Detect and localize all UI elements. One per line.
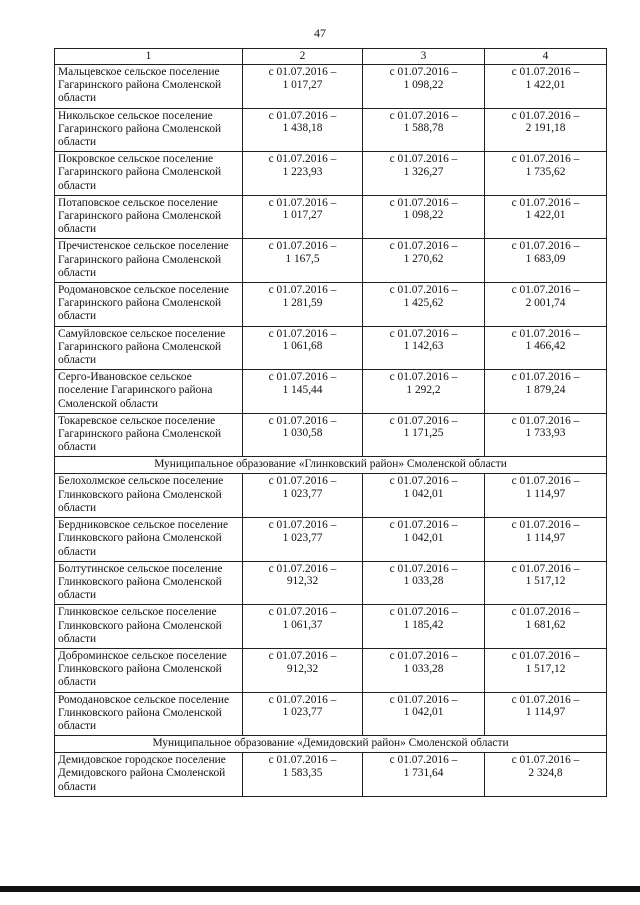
table-row [55, 648, 607, 692]
tariff-value: 2 001,74 [525, 296, 566, 309]
tariff-cell-c4 [485, 753, 607, 797]
tariff-period: с 01.07.2016 – [268, 66, 337, 78]
table-row [55, 605, 607, 649]
tariff-cell-c4 [485, 239, 607, 283]
tariff-value: 1 167,5 [285, 253, 320, 266]
tariff-cell-c2 [243, 370, 363, 414]
section-heading: Муниципальное образование «Глинковский район» Смоленской области [55, 457, 607, 474]
tariff-period: с 01.07.2016 – [389, 562, 458, 575]
tariff-period: с 01.07.2016 – [511, 649, 580, 662]
tariff-period: с 01.07.2016 – [268, 240, 337, 253]
tariff-cell-c2 [243, 283, 363, 327]
tariff-value: 1 583,35 [282, 766, 323, 779]
tariff-value: 1 517,12 [525, 662, 566, 675]
tariff-cell-c3 [363, 152, 485, 196]
tariff-cell-c4 [485, 283, 607, 327]
tariff-value: 1 466,42 [525, 340, 566, 353]
tariff-cell-c2 [243, 326, 363, 370]
tariff-value: 1 033,28 [403, 575, 444, 588]
tariff-value: 1 114,97 [525, 488, 566, 501]
column-number-2: 2 [243, 49, 363, 65]
tariff-value: 1 425,62 [403, 296, 444, 309]
tariff-cell-c4 [485, 326, 607, 370]
settlement-name: Пречистенское сельское поселение Гагаринского района Смоленской области [55, 239, 243, 283]
tariff-value: 1 223,93 [282, 165, 323, 178]
tariff-value: 1 098,22 [403, 78, 444, 91]
tariff-period: с 01.07.2016 – [511, 475, 580, 488]
tariff-period: с 01.07.2016 – [511, 66, 580, 78]
tariff-value: 1 042,01 [403, 531, 444, 544]
tariff-value: 1 061,68 [282, 340, 323, 353]
tariff-period: с 01.07.2016 – [389, 475, 458, 488]
tariff-period: с 01.07.2016 – [389, 371, 458, 384]
tariff-cell-c2 [243, 108, 363, 152]
tariff-cell-c3 [363, 195, 485, 239]
settlement-name: Мальцевское сельское поселение Гагаринского района Смоленской области [55, 65, 243, 109]
tariff-value: 1 185,42 [403, 618, 444, 631]
table-header [55, 49, 607, 65]
tariff-cell-c2 [243, 65, 363, 109]
tariff-period: с 01.07.2016 – [268, 414, 337, 427]
tariff-cell-c3 [363, 413, 485, 457]
tariff-value: 1 017,27 [282, 209, 323, 222]
settlement-name: Серго-Ивановское сельское поселение Гагаринского района Смоленской области [55, 370, 243, 414]
tariff-value: 2 324,8 [528, 766, 563, 779]
tariff-period: с 01.07.2016 – [389, 284, 458, 297]
settlement-name: Самуйловское сельское поселение Гагаринского района Смоленской области [55, 326, 243, 370]
settlement-name: Глинковское сельское поселение Глинковского района Смоленской области [55, 605, 243, 649]
tariff-period: с 01.07.2016 – [389, 153, 458, 166]
tariff-period: с 01.07.2016 – [511, 284, 580, 297]
tariff-value: 1 142,63 [403, 340, 444, 353]
tariff-value: 1 281,59 [282, 296, 323, 309]
tariff-period: с 01.07.2016 – [389, 414, 458, 427]
table-row [55, 65, 607, 109]
tariff-cell-c3 [363, 518, 485, 562]
scan-bottom-edge [0, 886, 640, 892]
settlement-name: Доброминское сельское поселение Глинковского района Смоленской области [55, 648, 243, 692]
tariff-value: 1 588,78 [403, 122, 444, 135]
column-number-1: 1 [55, 49, 243, 65]
tariff-cell-c2 [243, 474, 363, 518]
tariff-period: с 01.07.2016 – [268, 519, 337, 532]
tariff-value: 1 033,28 [403, 662, 444, 675]
tariff-cell-c4 [485, 518, 607, 562]
tariff-cell-c3 [363, 65, 485, 109]
tariff-period: с 01.07.2016 – [389, 66, 458, 78]
tariff-value: 1 517,12 [525, 575, 566, 588]
tariff-value: 1 681,62 [525, 618, 566, 631]
tariff-cell-c4 [485, 474, 607, 518]
tariff-cell-c2 [243, 753, 363, 797]
tariff-value: 1 023,77 [282, 531, 323, 544]
tariff-period: с 01.07.2016 – [268, 606, 337, 619]
tariff-value: 912,32 [286, 662, 319, 675]
tariff-period: с 01.07.2016 – [389, 649, 458, 662]
tariff-period: с 01.07.2016 – [511, 240, 580, 253]
tariff-cell-c2 [243, 648, 363, 692]
tariff-value: 1 145,44 [282, 383, 323, 396]
tariff-value: 1 270,62 [403, 253, 444, 266]
tariff-value: 1 735,62 [525, 165, 566, 178]
tariff-value: 1 733,93 [525, 427, 566, 440]
tariff-period: с 01.07.2016 – [389, 327, 458, 340]
tariff-period: с 01.07.2016 – [389, 606, 458, 619]
settlement-name: Никольское сельское поселение Гагаринского района Смоленской области [55, 108, 243, 152]
table-row [55, 413, 607, 457]
settlement-name: Болтутинское сельское поселение Глинковского района Смоленской области [55, 561, 243, 605]
tariff-period: с 01.07.2016 – [389, 754, 458, 767]
tariff-cell-c2 [243, 152, 363, 196]
tariff-period: с 01.07.2016 – [268, 475, 337, 488]
tariff-period: с 01.07.2016 – [268, 284, 337, 297]
tariff-cell-c4 [485, 370, 607, 414]
tariff-period: с 01.07.2016 – [268, 649, 337, 662]
tariff-value: 1 114,97 [525, 706, 566, 719]
tariff-cell-c3 [363, 753, 485, 797]
tariff-cell-c4 [485, 152, 607, 196]
tariff-cell-c2 [243, 605, 363, 649]
table-row [55, 753, 607, 797]
table-row [55, 370, 607, 414]
tariff-value: 1 023,77 [282, 488, 323, 501]
tariff-value: 1 731,64 [403, 766, 444, 779]
tariff-period: с 01.07.2016 – [511, 327, 580, 340]
column-number-3: 3 [363, 49, 485, 65]
settlement-name: Покровское сельское поселение Гагаринского района Смоленской области [55, 152, 243, 196]
tariff-value: 1 438,18 [282, 122, 323, 135]
tariff-cell-c4 [485, 561, 607, 605]
table-row [55, 561, 607, 605]
table-row [55, 108, 607, 152]
tariff-value: 1 098,22 [403, 209, 444, 222]
tariff-period: с 01.07.2016 – [511, 371, 580, 384]
tariff-cell-c3 [363, 283, 485, 327]
tariff-value: 1 030,58 [282, 427, 323, 440]
tariff-value: 1 683,09 [525, 253, 566, 266]
tariff-value: 1 422,01 [525, 209, 566, 222]
tariff-value: 1 879,24 [525, 383, 566, 396]
tariff-cell-c2 [243, 413, 363, 457]
section-heading-row [55, 457, 607, 474]
tariff-cell-c3 [363, 648, 485, 692]
tariff-period: с 01.07.2016 – [268, 562, 337, 575]
table-body [55, 65, 607, 797]
column-number-4: 4 [485, 49, 607, 65]
tariff-cell-c4 [485, 605, 607, 649]
tariff-period: с 01.07.2016 – [268, 109, 337, 122]
tariff-cell-c3 [363, 239, 485, 283]
tariff-period: с 01.07.2016 – [268, 327, 337, 340]
tariff-period: с 01.07.2016 – [268, 196, 337, 209]
tariff-cell-c2 [243, 518, 363, 562]
settlement-name: Родомановское сельское поселение Гагаринского района Смоленской области [55, 283, 243, 327]
tariff-value: 1 422,01 [525, 78, 566, 91]
tariff-value: 1 326,27 [403, 165, 444, 178]
tariff-period: с 01.07.2016 – [511, 196, 580, 209]
tariff-period: с 01.07.2016 – [511, 693, 580, 706]
table-row [55, 239, 607, 283]
tariff-value: 1 017,27 [282, 78, 323, 91]
tariff-cell-c4 [485, 65, 607, 109]
tariff-cell-c3 [363, 561, 485, 605]
tariff-value: 1 171,25 [403, 427, 444, 440]
tariff-cell-c3 [363, 474, 485, 518]
settlement-name: Ромодановское сельское поселение Глинковского района Смоленской области [55, 692, 243, 736]
table-row [55, 518, 607, 562]
tariff-period: с 01.07.2016 – [389, 109, 458, 122]
tariff-period: с 01.07.2016 – [268, 754, 337, 767]
tariff-period: с 01.07.2016 – [268, 693, 337, 706]
table-row [55, 195, 607, 239]
tariff-cell-c4 [485, 413, 607, 457]
tariff-value: 912,32 [286, 575, 319, 588]
settlement-name: Демидовское городское поселение Демидовского района Смоленской области [55, 753, 243, 797]
tariff-period: с 01.07.2016 – [389, 519, 458, 532]
tariff-value: 1 114,97 [525, 531, 566, 544]
tariff-cell-c3 [363, 370, 485, 414]
table-row [55, 474, 607, 518]
section-heading: Муниципальное образование «Демидовский район» Смоленской области [55, 736, 607, 753]
tariff-cell-c4 [485, 648, 607, 692]
tariff-value: 1 042,01 [403, 706, 444, 719]
tariff-period: с 01.07.2016 – [511, 153, 580, 166]
tariff-cell-c3 [363, 108, 485, 152]
tariff-value: 1 292,2 [406, 383, 441, 396]
column-number-row [55, 49, 607, 65]
tariff-cell-c2 [243, 561, 363, 605]
tariff-cell-c4 [485, 108, 607, 152]
settlement-name: Белохолмское сельское поселение Глинковского района Смоленской области [55, 474, 243, 518]
tariff-period: с 01.07.2016 – [511, 414, 580, 427]
tariff-cell-c3 [363, 692, 485, 736]
page-number: 47 [314, 26, 326, 40]
tariff-cell-c4 [485, 195, 607, 239]
tariff-period: с 01.07.2016 – [511, 519, 580, 532]
table-row [55, 283, 607, 327]
tariff-period: с 01.07.2016 – [268, 371, 337, 384]
tariff-period: с 01.07.2016 – [389, 240, 458, 253]
table-row [55, 152, 607, 196]
tariff-period: с 01.07.2016 – [268, 153, 337, 166]
tariff-table [54, 48, 607, 797]
tariff-period: с 01.07.2016 – [511, 754, 580, 767]
tariff-cell-c2 [243, 239, 363, 283]
tariff-value: 1 061,37 [282, 618, 323, 631]
tariff-value: 2 191,18 [525, 122, 566, 135]
settlement-name: Потаповское сельское поселение Гагаринского района Смоленской области [55, 195, 243, 239]
tariff-cell-c3 [363, 605, 485, 649]
tariff-period: с 01.07.2016 – [389, 196, 458, 209]
table-row [55, 326, 607, 370]
tariff-period: с 01.07.2016 – [511, 109, 580, 122]
tariff-cell-c3 [363, 326, 485, 370]
table-row [55, 692, 607, 736]
tariff-cell-c4 [485, 692, 607, 736]
tariff-cell-c2 [243, 195, 363, 239]
tariff-period: с 01.07.2016 – [511, 562, 580, 575]
settlement-name: Токаревское сельское поселение Гагаринского района Смоленской области [55, 413, 243, 457]
section-heading-row [55, 736, 607, 753]
tariff-value: 1 023,77 [282, 706, 323, 719]
tariff-value: 1 042,01 [403, 488, 444, 501]
settlement-name: Бердниковское сельское поселение Глинковского района Смоленской области [55, 518, 243, 562]
tariff-period: с 01.07.2016 – [511, 606, 580, 619]
tariff-cell-c2 [243, 692, 363, 736]
tariff-period: с 01.07.2016 – [389, 693, 458, 706]
